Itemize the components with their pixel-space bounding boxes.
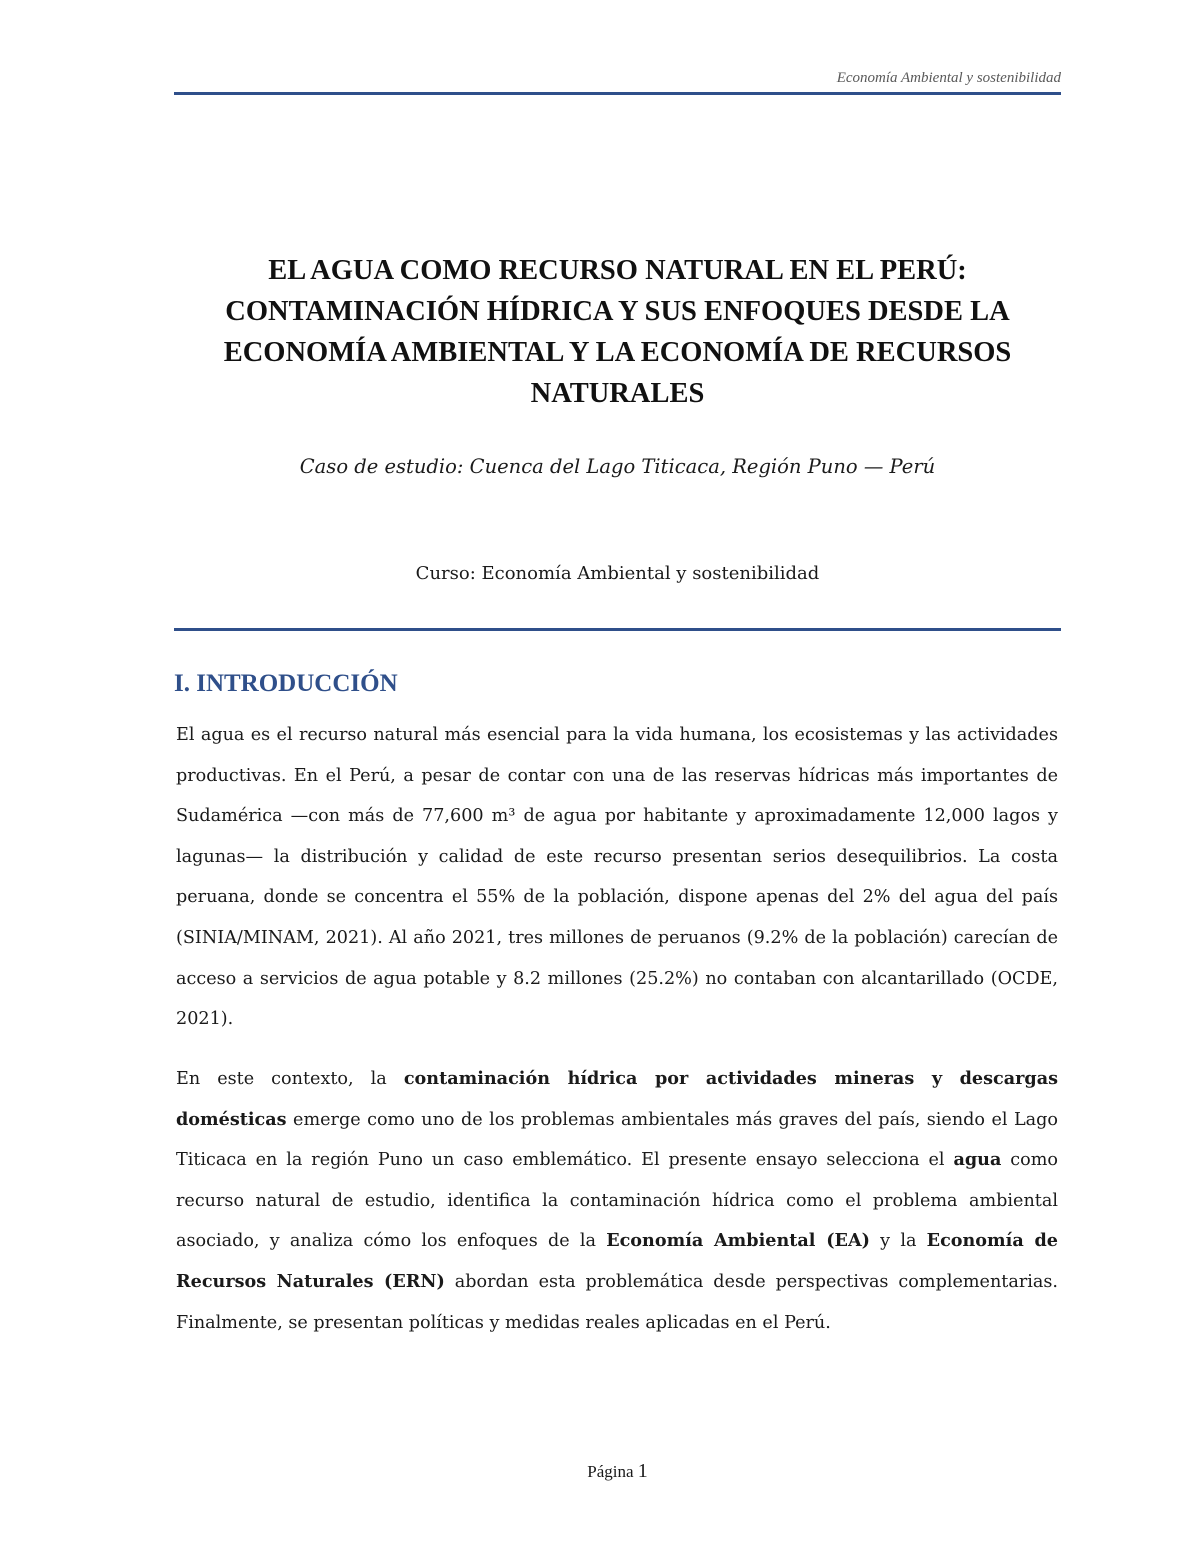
paragraph-2-text-1: En este contexto, la — [176, 1069, 404, 1089]
paragraph-2-bold-2: agua — [953, 1149, 1002, 1171]
title-line-1: EL AGUA COMO RECURSO NATURAL EN EL PERÚ: — [268, 255, 967, 286]
paragraph-2-text-2: emerge como uno de los problemas ambientales más graves del país, siendo el Lago Titicaca en la región Puno un caso emblemático. El presente ensayo selecciona el — [176, 1109, 1058, 1171]
paragraph-2-text-5: abordan esta problemática desde perspectivas complementarias. Finalmente, se presentan políticas y medidas reales aplicadas en el Perú. — [176, 1271, 1058, 1333]
course-line: Curso: Economía Ambiental y sostenibilidad — [415, 563, 820, 584]
case-study-subtitle: Caso de estudio: Cuenca del Lago Titicaca, Región Puno — Perú — [299, 455, 936, 478]
running-header: Economía Ambiental y sostenibilidad — [836, 70, 1061, 86]
paragraph-2-bold-4: Economía de Recursos Naturales (ERN) — [176, 1230, 1058, 1292]
introduction-paragraph-1: El agua es el recurso natural más esencial para la vida humana, los ecosistemas y las actividades productivas. En el Perú, a pesar de contar con una de las reservas hídricas más importantes de Sudamérica —con más de 77,600 m³ de agua por habitante y aproximadamente 12,000 lagos y lagunas— la distribución y calidad de este recurso presentan serios desequilibrios. La costa peruana, donde se concentra el 55% de la población, dispone apenas del 2% del agua del país (SINIA/MINAM, 2021). Al año 2021, tres millones de peruanos (9.2% de la población) carecían de acceso a servicios de agua potable y 8.2 millones (25.2%) no contaban con alcantarillado (OCDE, 2021). — [176, 725, 1058, 1030]
page-number: 1 — [637, 1460, 648, 1482]
paragraph-2-text-3: como recurso natural de estudio, identifica la contaminación hídrica como el problema ambiental asociado, y analiza cómo los enfoques de la — [176, 1150, 1058, 1252]
title-line-4: NATURALES — [530, 378, 705, 409]
page-label: Página — [587, 1462, 634, 1481]
introduction-paragraph-2 — [176, 1059, 1058, 1343]
title-divider-rule — [174, 628, 1061, 631]
document-title — [150, 250, 1085, 414]
header-rule — [174, 92, 1061, 95]
paragraph-2-text-4: y la — [869, 1231, 927, 1252]
paragraph-2-bold-1: contaminación hídrica por actividades mineras y descargas domésticas — [176, 1068, 1059, 1130]
section-heading-introduccion: I. INTRODUCCIÓN — [174, 670, 398, 697]
title-line-2: CONTAMINACIÓN HÍDRICA Y SUS ENFOQUES DESDE LA — [225, 296, 1010, 327]
paragraph-2-bold-3: Economía Ambiental (EA) — [606, 1230, 870, 1252]
title-line-3: ECONOMÍA AMBIENTAL Y LA ECONOMÍA DE RECURSOS — [223, 337, 1012, 368]
page-footer — [174, 1460, 1061, 1483]
